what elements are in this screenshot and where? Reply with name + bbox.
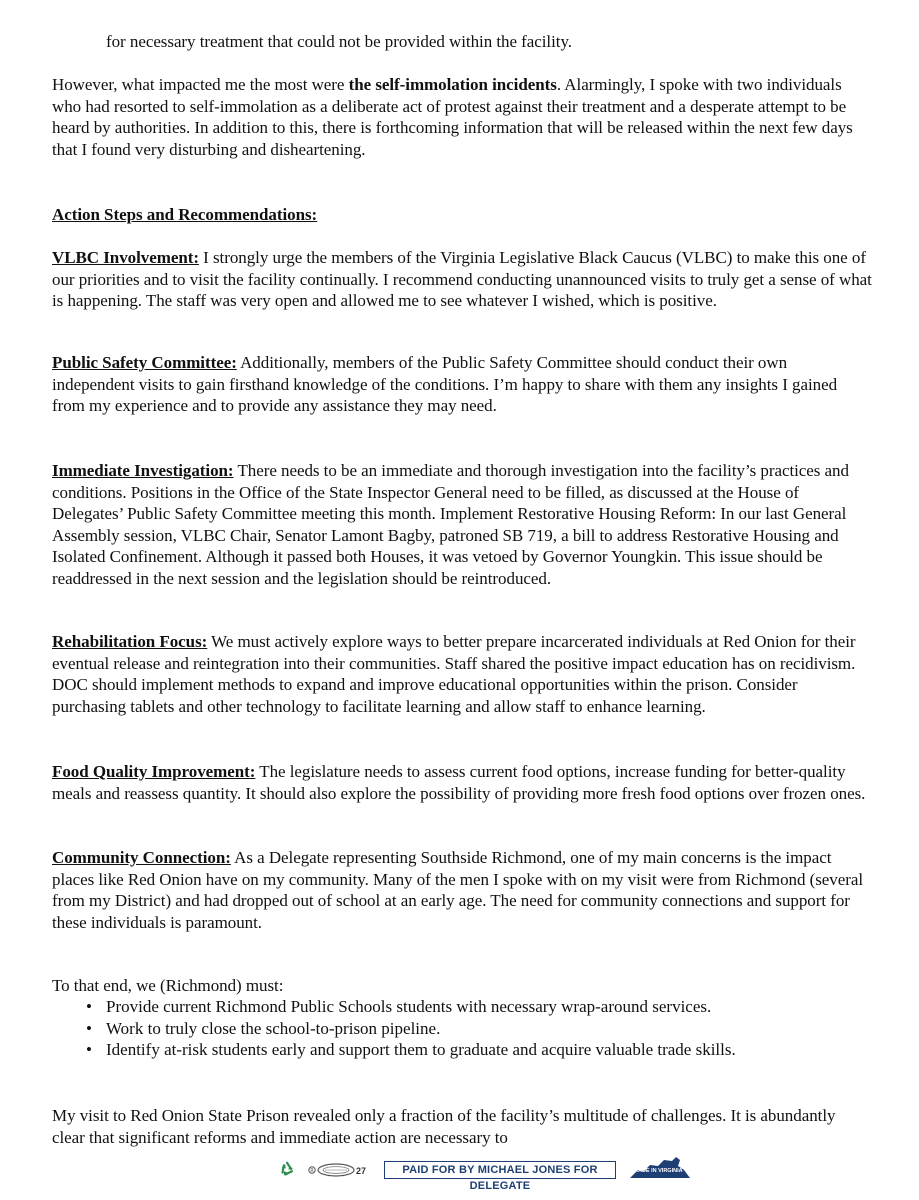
made-in-virginia-icon [628,1154,692,1180]
paragraph-text: I strongly urge the members of the Virginia Legislative Black Caucus (VLBC) to make this one of our priorities and to visit the facility continually. I recommend conducting unannounced visits to truly get a sense of what is happening. The staff was very open and allowed me to see whatever I wished, which is positive. [52,248,872,311]
paragraph-heading: VLBC Involvement: [52,248,199,267]
section-heading: Action Steps and Recommendations: [52,205,318,224]
paragraph-text: . Alarmingly, I spoke with two individuals who had resorted to self-immolation as a deliberate act of protest against their treatment and a desperate attempt to be heard by authorities. In addition to this, there is forthcoming information that will be released within the next few days that I found very disturbing and disheartening. [52,75,853,159]
list-item-text: Identify at-risk students early and support them to graduate and acquire valuable trade skills. [106,1040,736,1060]
paragraph-continuation [106,31,919,53]
emphasis-text: the self-immolation incidents [348,75,557,94]
bullet-icon: • [86,997,92,1016]
paragraph-heading: Rehabilitation Focus: [52,632,208,651]
paid-for-disclaimer: PAID FOR BY MICHAEL JONES FOR DELEGATE [384,1161,616,1179]
paragraph-heading: Community Connection: [52,848,231,867]
paragraph-rehabilitation-focus [52,631,872,717]
paragraph-vlbc-involvement [52,247,872,312]
footer [0,1160,919,1192]
paragraph-immediate-investigation [52,460,872,590]
union-bug-icon [306,1163,372,1177]
paragraph-text: There needs to be an immediate and thorough investigation into the facility’s practices and conditions. Positions in the Office of the State Inspector General need to be filled, as discussed at the House of Delegates’ Public Safety Committee meeting this month. Implement Restorative Housing Reform: In our last General Assembly session, VLBC Chair, Senator Lamont Bagby, patroned SB 719, a bill to address Restorative Housing and Isolated Confinement. Although it passed both Houses, it was vetoed by Governor Youngkin. This issue should be readdressed in the next session and the legislation should be reintroduced. [52,461,849,588]
paragraph-text: Additionally, members of the Public Safety Committee should conduct their own independent visits to gain firsthand knowledge of the conditions. I’m happy to share with them any insights I gained from my experience and to provide any assistance they may need. [52,353,838,416]
paragraph-self-immolation [52,74,872,160]
paragraph-text: However, what impacted me the most were [52,75,349,94]
bullet-icon: • [86,1040,92,1060]
paragraph-community-connection [52,847,872,933]
list-item [52,1018,872,1040]
paragraph-text: We must actively explore ways to better prepare incarcerated individuals at Red Onion for their eventual release and reintegration into their communities. Staff shared the positive impact education has on recidivism. DOC should implement methods to expand and improve educational opportunities within the prison. Consider purchasing tablets and other technology to facilitate learning and allow staff to enhance learning. [52,632,856,716]
paragraph-heading: Immediate Investigation: [52,461,234,480]
paragraph-lead-in: To that end, we (Richmond) must: [52,976,284,995]
list-item [52,996,872,1018]
list-item-text: Provide current Richmond Public Schools students with necessary wrap-around services. [106,997,712,1016]
paragraph-food-quality [52,761,872,804]
paragraph-text: for necessary treatment that could not be provided within the facility. [106,32,573,51]
svg-text:R: R [310,1168,314,1175]
paragraph-text: As a Delegate representing Southside Richmond, one of my main concerns is the impact places like Red Onion have on my community. Many of the men I spoke with on my visit were from Richmond (several from my District) and had dropped out of school at an early age. The need for community connections and support for these individuals is paramount. [52,848,864,932]
union-number: 27 [356,1166,367,1176]
bullet-list [52,996,872,1061]
paragraph-text: The legislature needs to assess current food options, increase funding for better-quality meals and reassess quantity. It should also explore the possibility of providing more fresh food options over frozen ones. [52,762,866,803]
paragraph-public-safety-committee [52,352,872,417]
paragraph-heading: Food Quality Improvement: [52,762,256,781]
recycle-icon [278,1160,296,1178]
bullet-icon: • [86,1018,92,1038]
list-item-text: Work to truly close the school-to-prison pipeline. [106,1018,441,1038]
list-item [52,1039,872,1061]
paragraph-heading: Public Safety Committee: [52,353,237,372]
made-in-label: MADE IN VIRGINIA [633,1168,683,1174]
paragraph-closing: My visit to Red Onion State Prison revealed only a fraction of the facility’s multitude of challenges. It is abundantly clear that significant reforms and immediate action are necessary to [52,1106,836,1147]
